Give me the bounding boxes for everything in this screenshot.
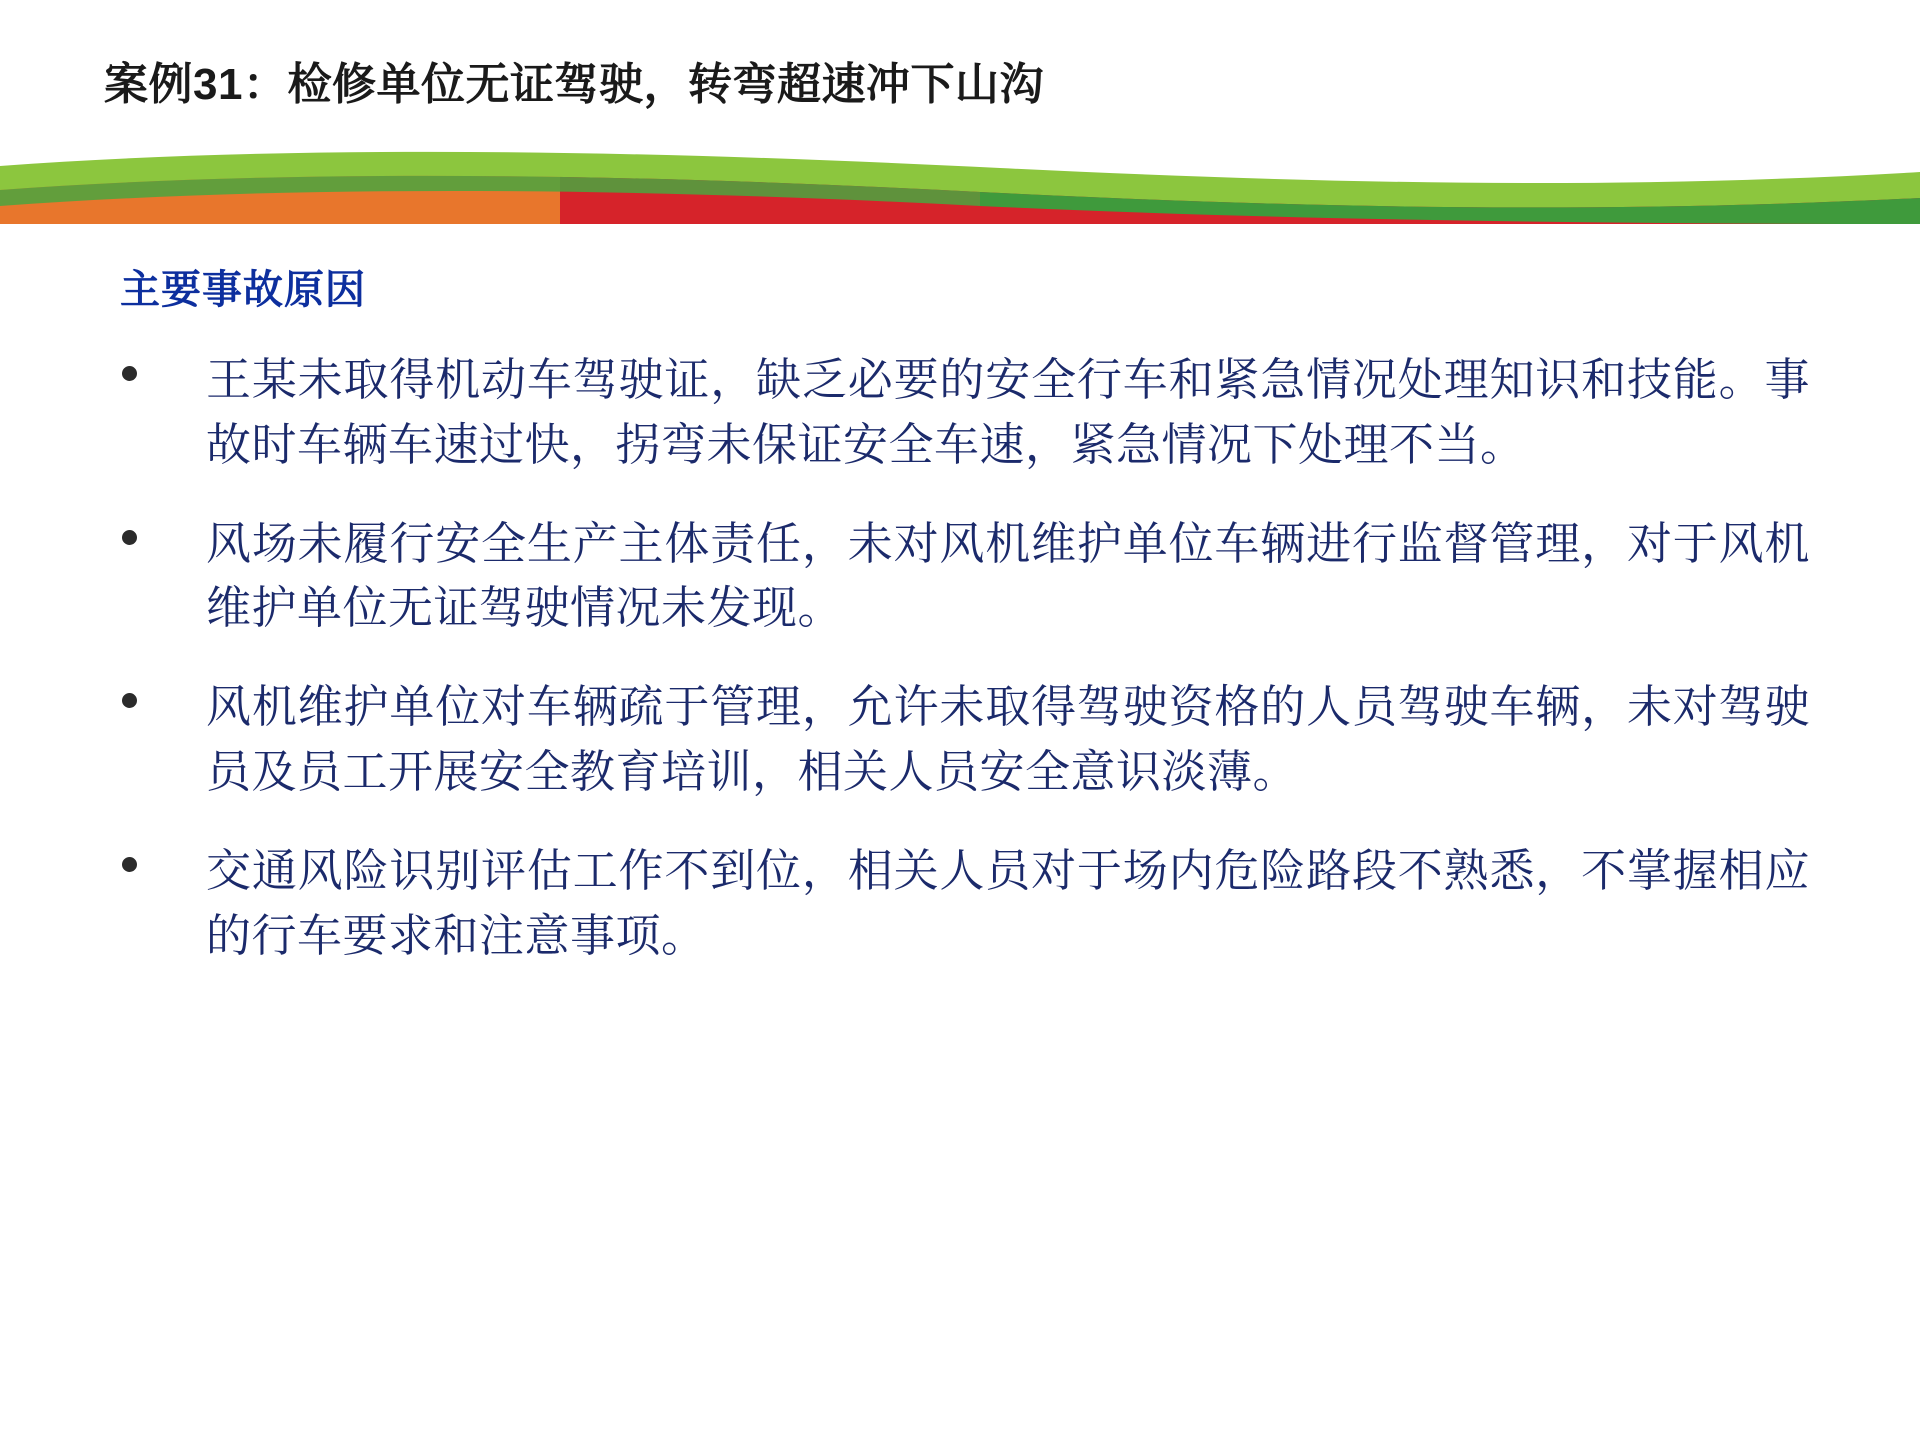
list-item-text: 风场未履行安全生产主体责任，未对风机维护单位车辆进行监督管理，对于风机维护单位无证驾驶情况未发现。: [206, 518, 1810, 634]
list-item-text: 王某未取得机动车驾驶证，缺乏必要的安全行车和紧急情况处理知识和技能。事故时车辆车速过快，拐弯未保证安全车速，紧急情况下处理不当。: [206, 355, 1810, 470]
list-item-text: 风机维护单位对车辆疏于管理，允许未取得驾驶资格的人员驾驶车辆，未对驾驶员及员工开展安全教育培训，相关人员安全意识淡薄。: [206, 682, 1810, 797]
list-item: [120, 675, 1810, 805]
list-item: [120, 839, 1810, 969]
bullet-dot-icon: [120, 348, 206, 386]
bullet-dot-icon: [120, 839, 206, 877]
section-heading: 主要事故原因: [120, 268, 366, 312]
list-item-text: 交通风险识别评估工作不到位，相关人员对于场内危险路段不熟悉，不掌握相应的行车要求和注意事项。: [206, 845, 1810, 961]
bullet-dot-icon: [120, 512, 206, 550]
list-item: [120, 348, 1810, 478]
decorative-swoosh-band: [0, 150, 1920, 224]
list-item: [120, 512, 1810, 642]
bullet-dot-icon: [120, 675, 206, 713]
bullet-list: [120, 348, 1810, 1002]
page-title: 案例31：检修单位无证驾驶，转弯超速冲下山沟: [104, 60, 1044, 109]
